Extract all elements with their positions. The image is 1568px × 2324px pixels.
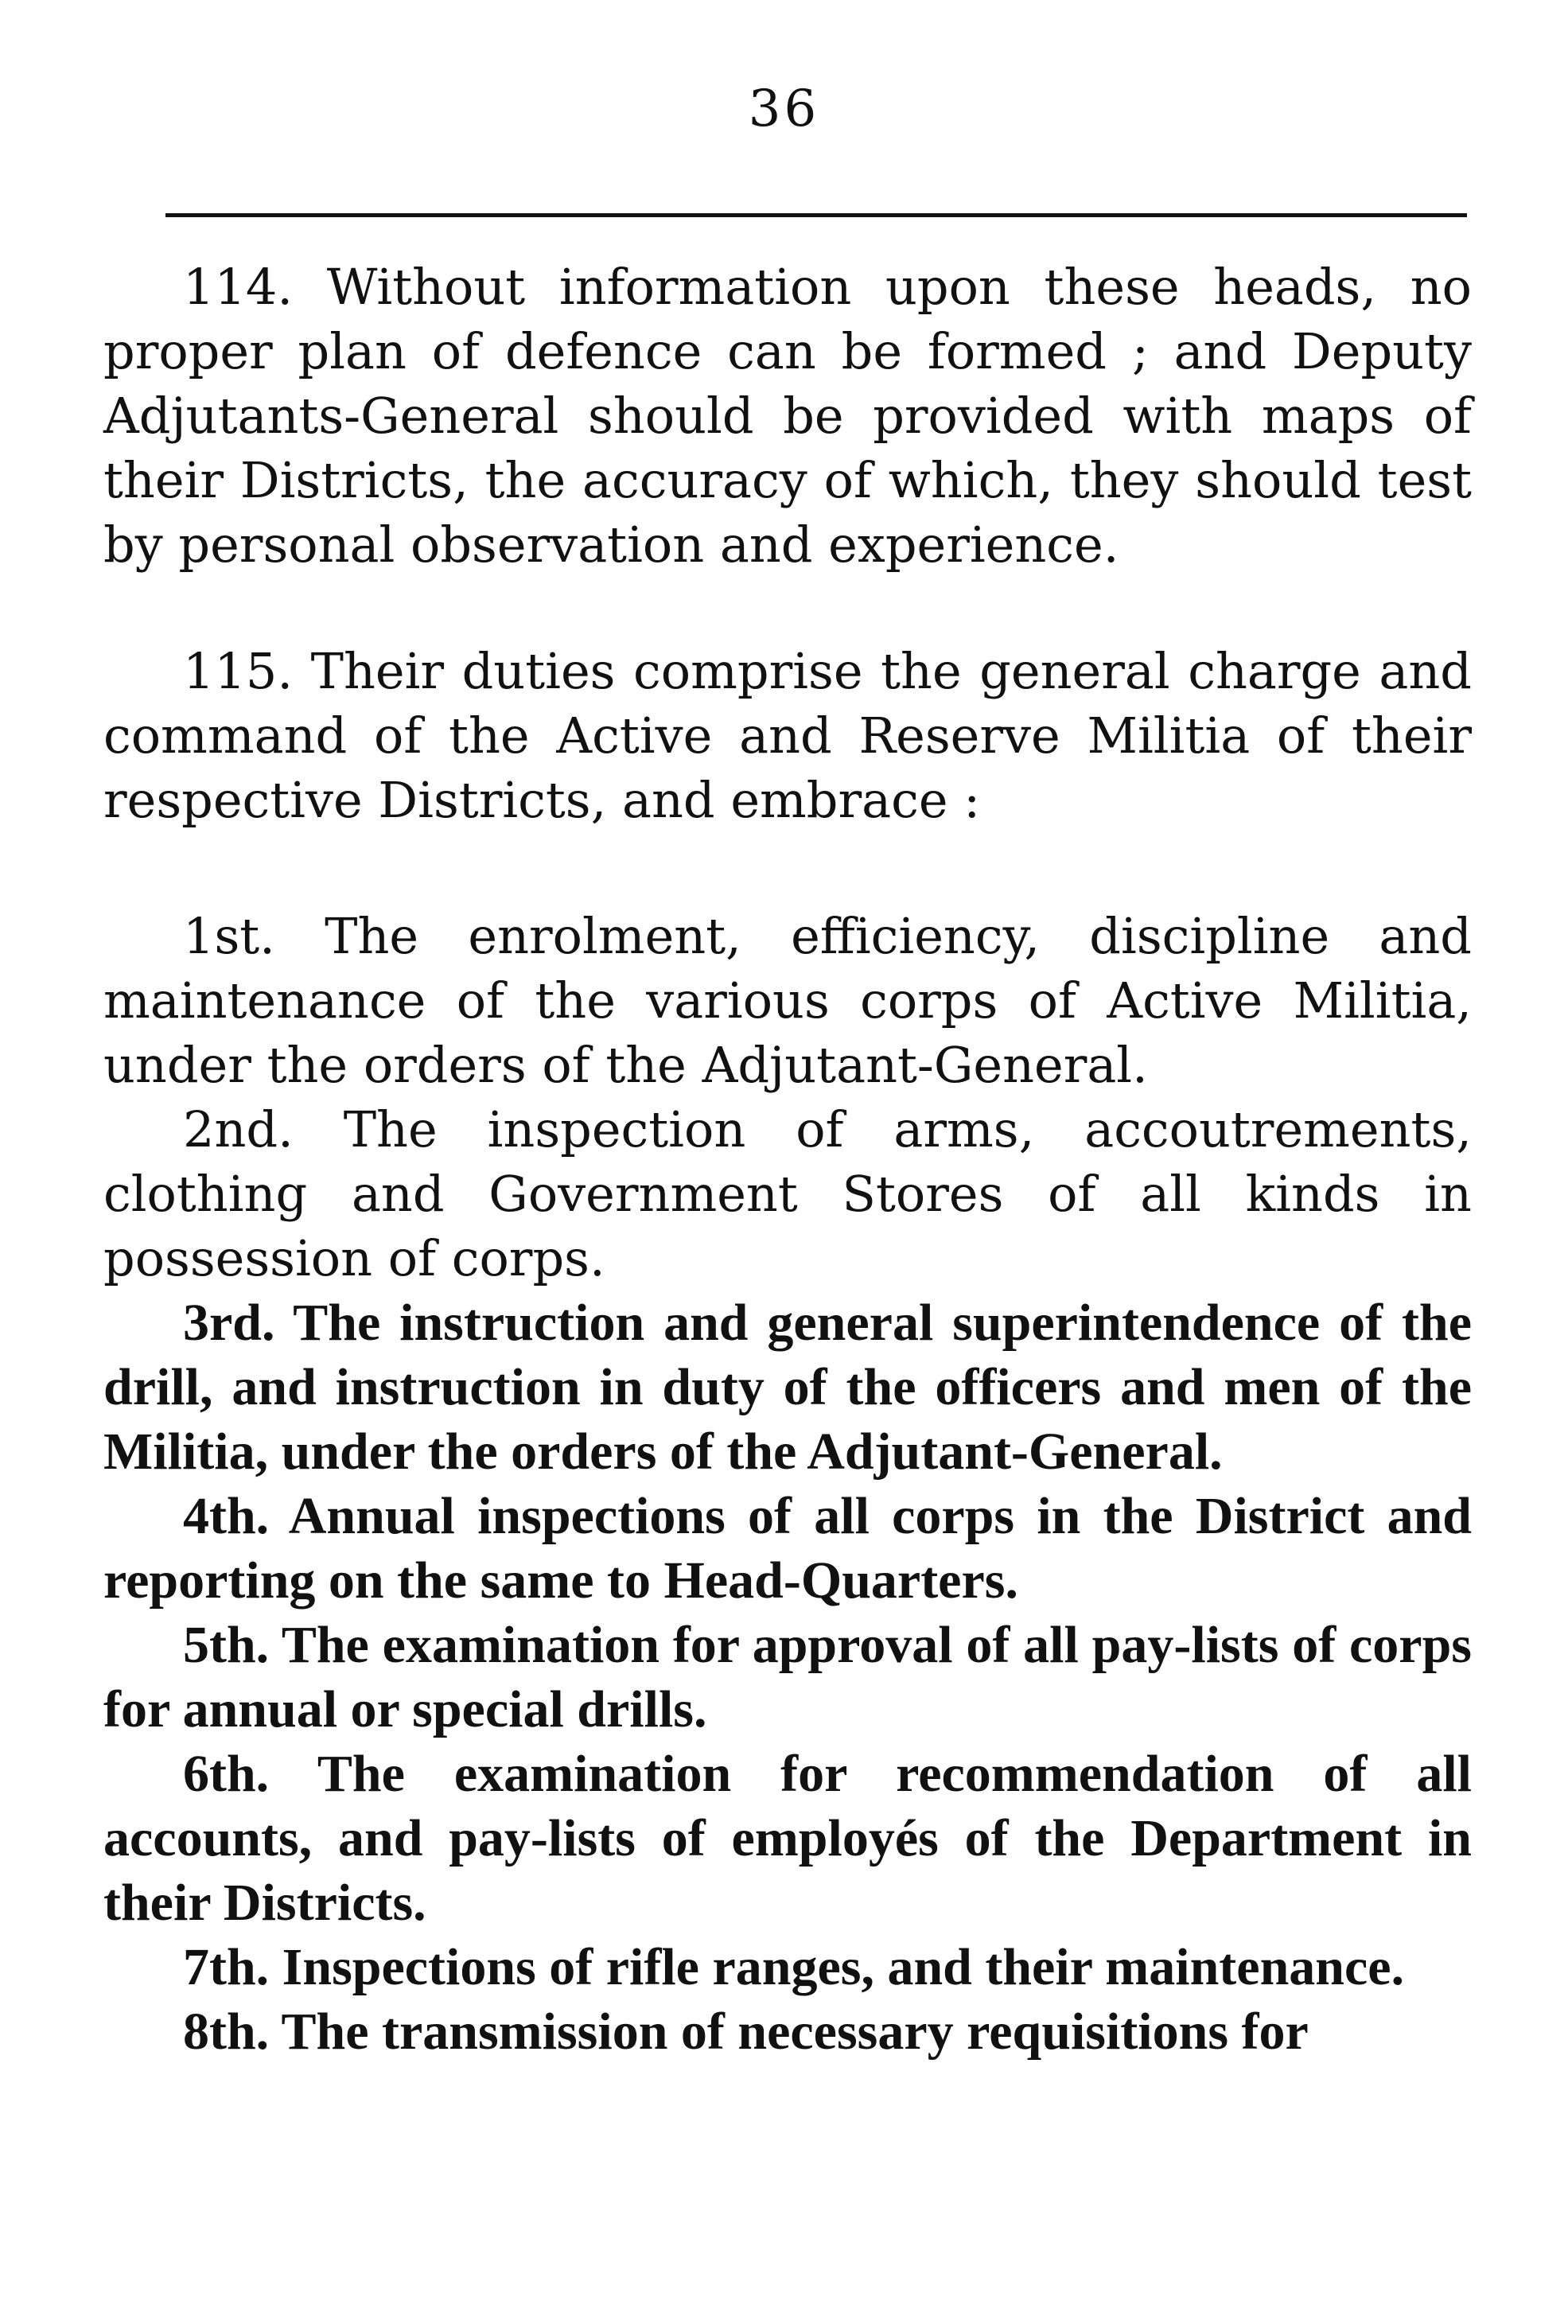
list-item-5th: 5th. The examination for approval of all pay-lists of corps for annual or special drills. [103, 1616, 1472, 1738]
header-rule [165, 213, 1467, 217]
page-number: 36 [748, 80, 820, 138]
page-body [103, 255, 1472, 2064]
list-item-8th: 8th. The transmission of necessary requisitions for [183, 2003, 1309, 2061]
list-item-6th: 6th. The examination for recommendation of all accounts, and pay-lists of employés of the Department in their Districts. [103, 1745, 1472, 1932]
paragraph-115: 115. Their duties comprise the general charge and command of the Active and Reserve Militia of their respective Districts, and embrace : [103, 642, 1472, 829]
duties-list [103, 904, 1472, 2064]
list-item-1st: 1st. The enrolment, efficiency, discipline and maintenance of the various corps of Active Militia, under the orders of the Adjutant-General. [103, 907, 1472, 1094]
list-item-3rd: 3rd. The instruction and general superintendence of the drill, and instruction in duty of the officers and men of the Militia, under the orders of the Adjutant-General. [103, 1294, 1472, 1481]
list-item-7th: 7th. Inspections of rifle ranges, and their maintenance. [183, 1938, 1405, 1996]
list-item-2nd: 2nd. The inspection of arms, accoutrements, clothing and Government Stores of all kinds in possession of corps. [103, 1100, 1472, 1287]
list-item-4th: 4th. Annual inspections of all corps in the District and reporting on the same to Head-Quarters. [103, 1487, 1472, 1610]
paragraph-114: 114. Without information upon these heads, no proper plan of defence can be formed ; and Deputy Adjutants-General should be provided with maps of their Districts, the accuracy of which, they should test by personal observation and experience. [103, 258, 1472, 574]
